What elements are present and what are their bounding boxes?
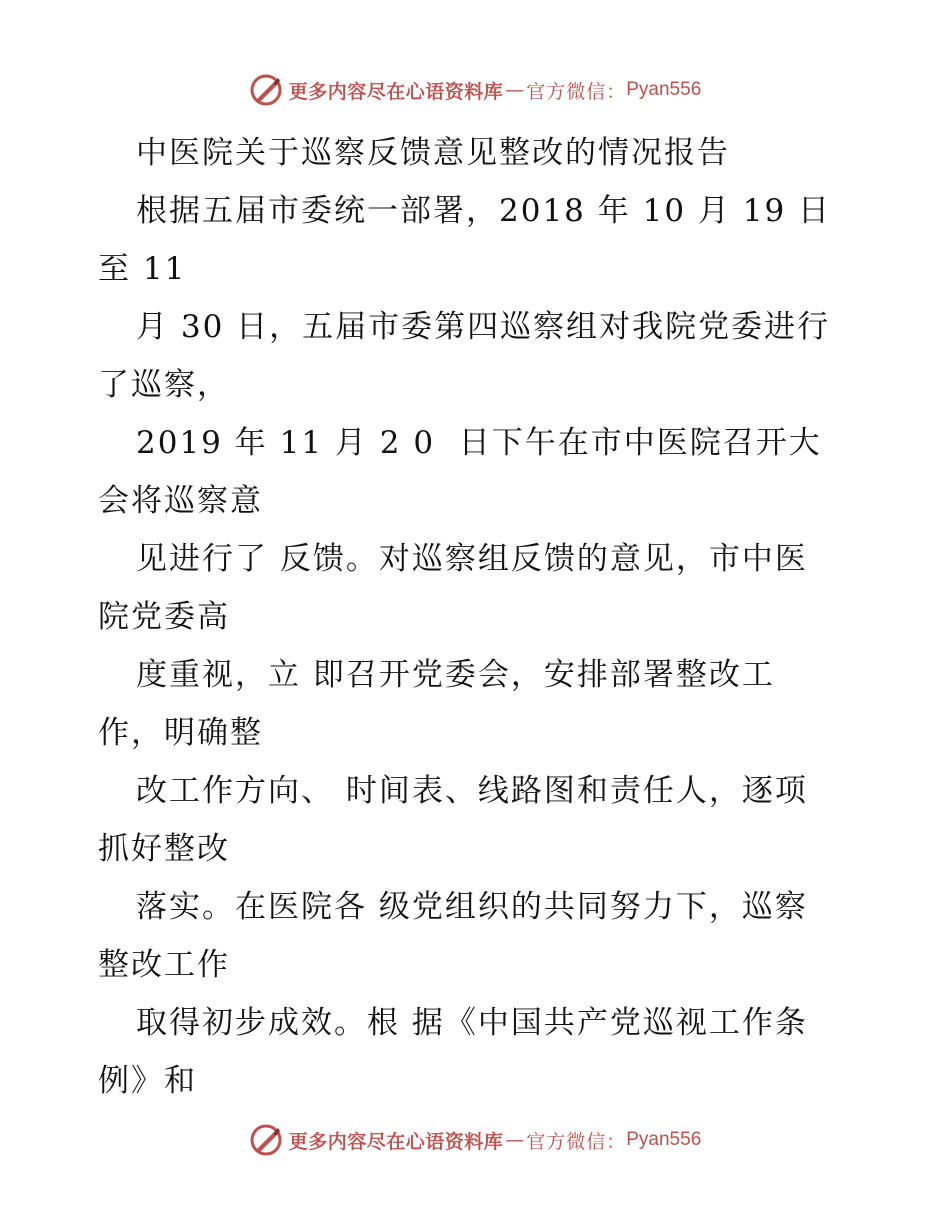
watermark-site-text: 更多内容尽在心语资料库 xyxy=(288,1130,504,1153)
doc-line: 作，明确整 xyxy=(98,715,263,751)
doc-line: 见进行了 反馈。对巡察组反馈的意见，市中医 xyxy=(136,541,808,577)
doc-line: 院党委高 xyxy=(98,599,230,635)
document-body xyxy=(98,124,858,1110)
doc-line: 取得初步成效。根 据《中国共产党巡视工作条 xyxy=(136,1005,808,1041)
watermark-wechat-id: Pyan556 xyxy=(626,1129,702,1150)
doc-line: 月 30 日，五届市委第四巡察组对我院党委进行 xyxy=(136,309,831,345)
pen-logo-icon xyxy=(249,1123,283,1157)
doc-line: 落实。在医院各 级党组织的共同努力下，巡察 xyxy=(136,889,808,925)
doc-line: 整改工作 xyxy=(98,947,230,983)
doc-line: 抓好整改 xyxy=(98,831,230,867)
watermark-wechat-label: 官方微信： xyxy=(526,80,627,103)
header-watermark xyxy=(0,70,950,110)
watermark-site-text: 更多内容尽在心语资料库 xyxy=(288,80,504,103)
doc-line: 例》和 xyxy=(98,1063,197,1099)
footer-watermark xyxy=(0,1120,950,1160)
doc-line: 度重视，立 即召开党委会，安排部署整改工 xyxy=(136,657,775,693)
doc-line: 改工作方向、 时间表、线路图和责任人，逐项 xyxy=(136,773,808,809)
doc-line: 根据五届市委统一部署，2018 年 10 月 19 日 xyxy=(136,193,832,229)
watermark-dash: — xyxy=(505,1129,525,1151)
pen-logo-icon xyxy=(249,73,283,107)
watermark-wechat-id: Pyan556 xyxy=(626,79,702,100)
watermark-dash: — xyxy=(505,79,525,101)
doc-title: 中医院关于巡察反馈意见整改的情况报告 xyxy=(136,135,730,171)
doc-line: 2019 年 11 月 2 0 日下午在市中医院召开大 xyxy=(136,425,822,461)
doc-line: 了巡察， xyxy=(98,367,230,403)
doc-line: 至 11 xyxy=(98,251,187,287)
doc-line: 会将巡察意 xyxy=(98,483,263,519)
watermark-wechat-label: 官方微信： xyxy=(526,1130,627,1153)
